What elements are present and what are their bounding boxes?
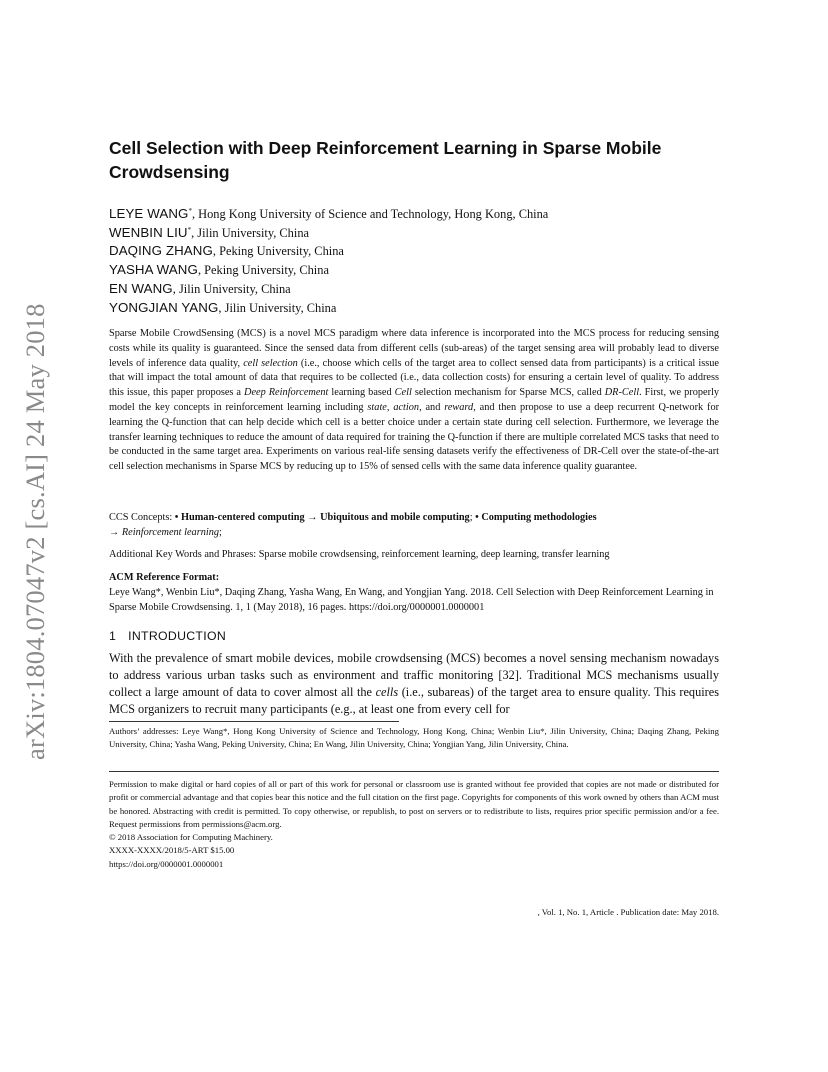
intro-segment: (i.e., subareas) of the target area to ensure quality. This requires MCS organizers to recruit many participants (e.g., at least one from every cell for bbox=[109, 685, 719, 717]
abstract bbox=[109, 327, 719, 475]
abstract-segment: , and then propose to use a deep recurrent Q-network for learning the Q-function that can help decide which cell is a better choice under a certain state during cell selection. Furthermore, we leverage the transfer learning techniques to reduce the amount of data required for training the Q-function if there are multiple correlated MCS tasks that need to be conducted in the same target area. Experiments on various real-life sensing datasets verify the effectiveness of DR-Cell over the state-of-the-art cell selection mechanisms in Sparse MCS by reducing up to 15% of sensed cells with the same data inference quality guarantee. bbox=[109, 401, 720, 473]
abstract-segment: , bbox=[386, 401, 394, 413]
abstract-segment: , and bbox=[419, 401, 445, 413]
abstract-italic: Deep Reinforcement bbox=[244, 387, 329, 399]
intro-italic: cells bbox=[375, 685, 399, 700]
abstract-italic: cell selection bbox=[243, 357, 298, 369]
author-affiliation: , Jilin University, China bbox=[172, 281, 291, 296]
intro-paragraph bbox=[109, 650, 719, 718]
acm-reference-text: Leye Wang*, Wenbin Liu*, Daqing Zhang, Yasha Wang, En Wang, and Yongjian Yang. 2018. Cell Selection with Deep Reinforcement Learning in Sparse Mobile Crowdsensing. 1, 1 (May 2018), 16 pages. https://doi.org/0000001.0000001 bbox=[109, 586, 714, 613]
permission-block bbox=[109, 778, 719, 871]
footnote-rule bbox=[109, 721, 399, 722]
ccs-subconcept: Reinforcement learning bbox=[121, 526, 220, 538]
author-name: WENBIN LIU bbox=[109, 224, 188, 240]
abstract-italic: state bbox=[367, 401, 387, 413]
author-list bbox=[109, 205, 548, 317]
author-mark: * bbox=[188, 207, 192, 215]
author-name: LEYE WANG bbox=[109, 206, 189, 221]
author-line bbox=[109, 224, 548, 243]
acm-reference bbox=[109, 571, 719, 615]
author-line bbox=[109, 242, 548, 261]
author-affiliation: , Jilin University, China bbox=[191, 225, 310, 240]
abstract-italic: reward bbox=[444, 401, 474, 413]
abstract-italic: DR-Cell bbox=[604, 387, 640, 399]
author-name: DAQING ZHANG bbox=[109, 243, 213, 259]
author-line bbox=[109, 205, 548, 224]
abstract-text bbox=[109, 327, 719, 475]
keywords: Additional Key Words and Phrases: Sparse mobile crowdsensing, reinforcement learning, deep learning, transfer learning bbox=[109, 549, 610, 560]
abstract-segment: (i.e., choose which cells of the target area to collect sensed data from participants) is a critical issue that will impact the total amount of data that requires to be collected (i.e., data collection costs) for ensuring a certain level of quality. To address this issue, this paper proposes a bbox=[109, 357, 719, 399]
author-addresses: Authors’ addresses: Leye Wang*, Hong Kong University of Science and Technology, Hong Kong, China; Wenbin Liu*, Jilin University, China; Daqing Zhang, Peking University, China; Yasha Wang, Peking University, China; En Wang, Jilin University, China; Yongjian Yang, Jilin University, China. bbox=[109, 726, 719, 750]
ccs-arrow: → bbox=[109, 526, 122, 538]
author-line bbox=[109, 261, 548, 280]
section-heading bbox=[109, 629, 226, 643]
author-name: EN WANG bbox=[109, 280, 173, 296]
author-affiliation: , Peking University, China bbox=[197, 263, 329, 278]
author-line bbox=[109, 280, 548, 299]
issn-line: XXXX-XXXX/2018/5-ART $15.00 bbox=[109, 845, 235, 856]
permission-text: Permission to make digital or hard copies of all or part of this work for personal or classroom use is granted without fee provided that copies are not made or distributed for profit or commercial advantage and that copies bear this notice and the full citation on the first page. Copyrights for components of this work owned by others than ACM must be honored. Abstracting with credit is permitted. To copy otherwise, or republish, to post on servers or to redistribute to lists, requires prior specific permission and/or a fee. Request permissions from permissions@acm.org. bbox=[109, 779, 719, 829]
ccs-concepts bbox=[109, 511, 719, 541]
paper-title: Cell Selection with Deep Reinforcement Learning in Sparse Mobile Crowdsensing bbox=[109, 138, 662, 182]
ccs-separator: ; bbox=[469, 512, 476, 523]
permission-rule bbox=[109, 771, 719, 772]
abstract-segment: Sparse Mobile CrowdSensing (MCS) is a novel MCS paradigm where data inference is incorporated into the MCS process for reducing sensing costs while its quality is guaranteed. Since the sensed data from different cells (sub-areas) of the target sensing area will probably lead to diverse levels of inference data quality, bbox=[109, 328, 719, 369]
ccs-label: CCS Concepts: bbox=[109, 512, 175, 523]
abstract-italic: Cell bbox=[394, 387, 412, 399]
acm-reference-heading: ACM Reference Format: bbox=[109, 572, 220, 583]
intro-segment: With the prevalence of smart mobile devices, mobile crowdsensing (MCS) becomes a novel sensing mechanism nowadays to address various urban tasks such as environment and traffic monitoring [32]. Traditional MCS mechanisms usually collect a large amount of data to cover almost all the bbox=[109, 651, 719, 700]
ccs-concept: • Human-centered computing → Ubiquitous and mobile computing bbox=[174, 512, 470, 523]
section-title: INTRODUCTION bbox=[128, 629, 227, 643]
arxiv-stamp: arXiv:1804.07047v2 [cs.AI] 24 May 2018 bbox=[20, 303, 50, 760]
abstract-segment: selection mechanism for Sparse MCS, called bbox=[411, 387, 605, 399]
doi-line: https://doi.org/0000001.0000001 bbox=[109, 858, 224, 869]
author-name: YONGJIAN YANG bbox=[109, 299, 219, 315]
author-affiliation: , Hong Kong University of Science and Technology, Hong Kong, China bbox=[191, 207, 549, 221]
ccs-concept: • Computing methodologies bbox=[475, 512, 597, 523]
page-footer: , Vol. 1, No. 1, Article . Publication date: May 2018. bbox=[537, 907, 719, 917]
author-affiliation: , Jilin University, China bbox=[218, 300, 337, 315]
ccs-end: ; bbox=[219, 526, 222, 538]
abstract-italic: action bbox=[393, 401, 420, 413]
author-line bbox=[109, 299, 548, 318]
abstract-segment: learning based bbox=[328, 387, 395, 399]
copyright-line: © 2018 Association for Computing Machinery. bbox=[109, 832, 273, 843]
section-number: 1 bbox=[109, 629, 117, 643]
author-name: YASHA WANG bbox=[109, 262, 198, 278]
author-mark: * bbox=[187, 225, 192, 234]
abstract-segment: . First, we properly model the key concepts in reinforcement learning including bbox=[109, 387, 720, 413]
author-affiliation: , Peking University, China bbox=[212, 244, 344, 259]
